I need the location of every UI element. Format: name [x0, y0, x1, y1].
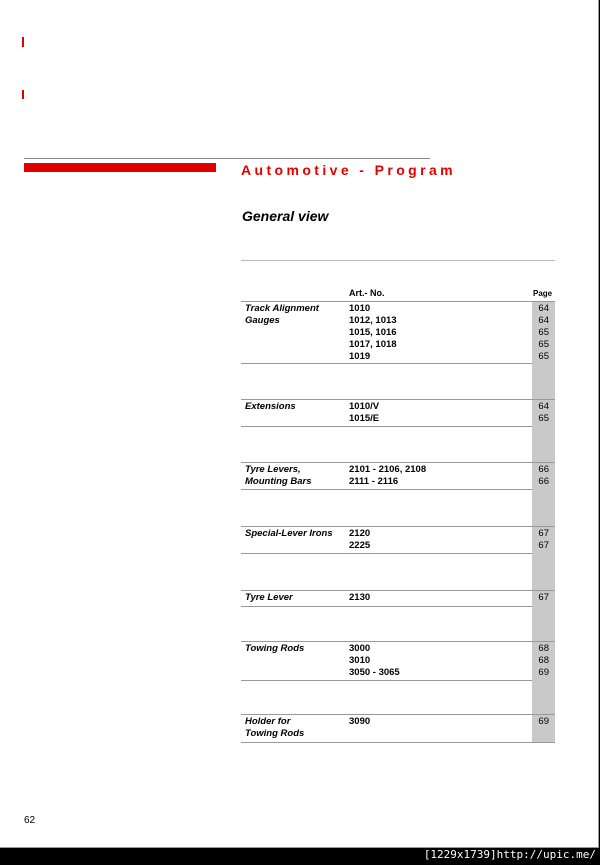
category-label: Gauges [245, 315, 280, 326]
watermark-text: [1229x1739]http://upic.me/ [423, 848, 596, 861]
column-header-page: Page [533, 289, 553, 298]
page-reference: 68 [538, 655, 549, 666]
section-rule [241, 399, 555, 400]
header-rule [24, 158, 430, 159]
section-rule [241, 462, 555, 463]
article-number: 1010/V [349, 401, 380, 412]
page-reference: 67 [538, 592, 549, 603]
column-header-art-no: Art.- No. [349, 288, 385, 298]
page-reference: 66 [538, 464, 549, 475]
section-rule [241, 301, 555, 302]
article-number: 2225 [349, 540, 371, 551]
page-reference: 65 [538, 327, 549, 338]
section-rule [241, 526, 555, 527]
article-number: 2101 - 2106, 2108 [349, 464, 427, 475]
page-reference: 65 [538, 351, 549, 362]
section-rule [241, 590, 555, 591]
page-reference: 68 [538, 643, 549, 654]
crop-mark-top [22, 37, 24, 47]
category-label: Towing Rods [245, 728, 305, 739]
page-reference: 69 [538, 716, 549, 727]
category-label: Towing Rods [245, 643, 305, 654]
table-top-rule [241, 260, 555, 261]
article-number: 1015, 1016 [349, 327, 397, 338]
category-label: Mounting Bars [245, 476, 312, 487]
category-label: Track Alignment [245, 303, 319, 314]
section-rule [241, 714, 555, 715]
category-label: Tyre Levers, [245, 464, 301, 475]
article-number: 1012, 1013 [349, 315, 397, 326]
crop-mark-middle [22, 90, 24, 99]
section-rule [241, 641, 555, 642]
article-number: 2111 - 2116 [349, 476, 399, 487]
page-reference: 67 [538, 528, 549, 539]
page-number: 62 [24, 815, 36, 826]
category-label: Extensions [245, 401, 296, 412]
article-number: 2130 [349, 592, 371, 603]
section-end-rule [241, 553, 555, 554]
category-label: Special-Lever Irons [245, 528, 333, 539]
section-end-rule [241, 426, 555, 427]
page-reference: 65 [538, 413, 549, 424]
article-number: 1015/E [349, 413, 380, 424]
article-number: 1019 [349, 351, 371, 362]
page-reference: 66 [538, 476, 549, 487]
section-end-rule [241, 363, 555, 364]
page-reference: 64 [538, 401, 549, 412]
page-reference: 65 [538, 339, 549, 350]
page-title: Automotive - Program [241, 162, 457, 178]
page-reference: 69 [538, 667, 549, 678]
section-end-rule [241, 606, 555, 607]
article-number: 1010 [349, 303, 371, 314]
category-label: Holder for [245, 716, 291, 727]
section-end-rule [241, 680, 555, 681]
article-number: 3050 - 3065 [349, 667, 400, 678]
page-reference: 64 [538, 303, 549, 314]
article-number: 3000 [349, 643, 371, 654]
section-end-rule [241, 742, 555, 743]
section-end-rule [241, 489, 555, 490]
article-number: 1017, 1018 [349, 339, 397, 350]
page-reference: 67 [538, 540, 549, 551]
page-reference: 64 [538, 315, 549, 326]
category-label: Tyre Lever [245, 592, 293, 603]
article-number: 3010 [349, 655, 371, 666]
article-number: 2120 [349, 528, 371, 539]
header-red-bar [24, 163, 216, 172]
article-number: 3090 [349, 716, 371, 727]
page-subtitle: General view [242, 208, 329, 224]
